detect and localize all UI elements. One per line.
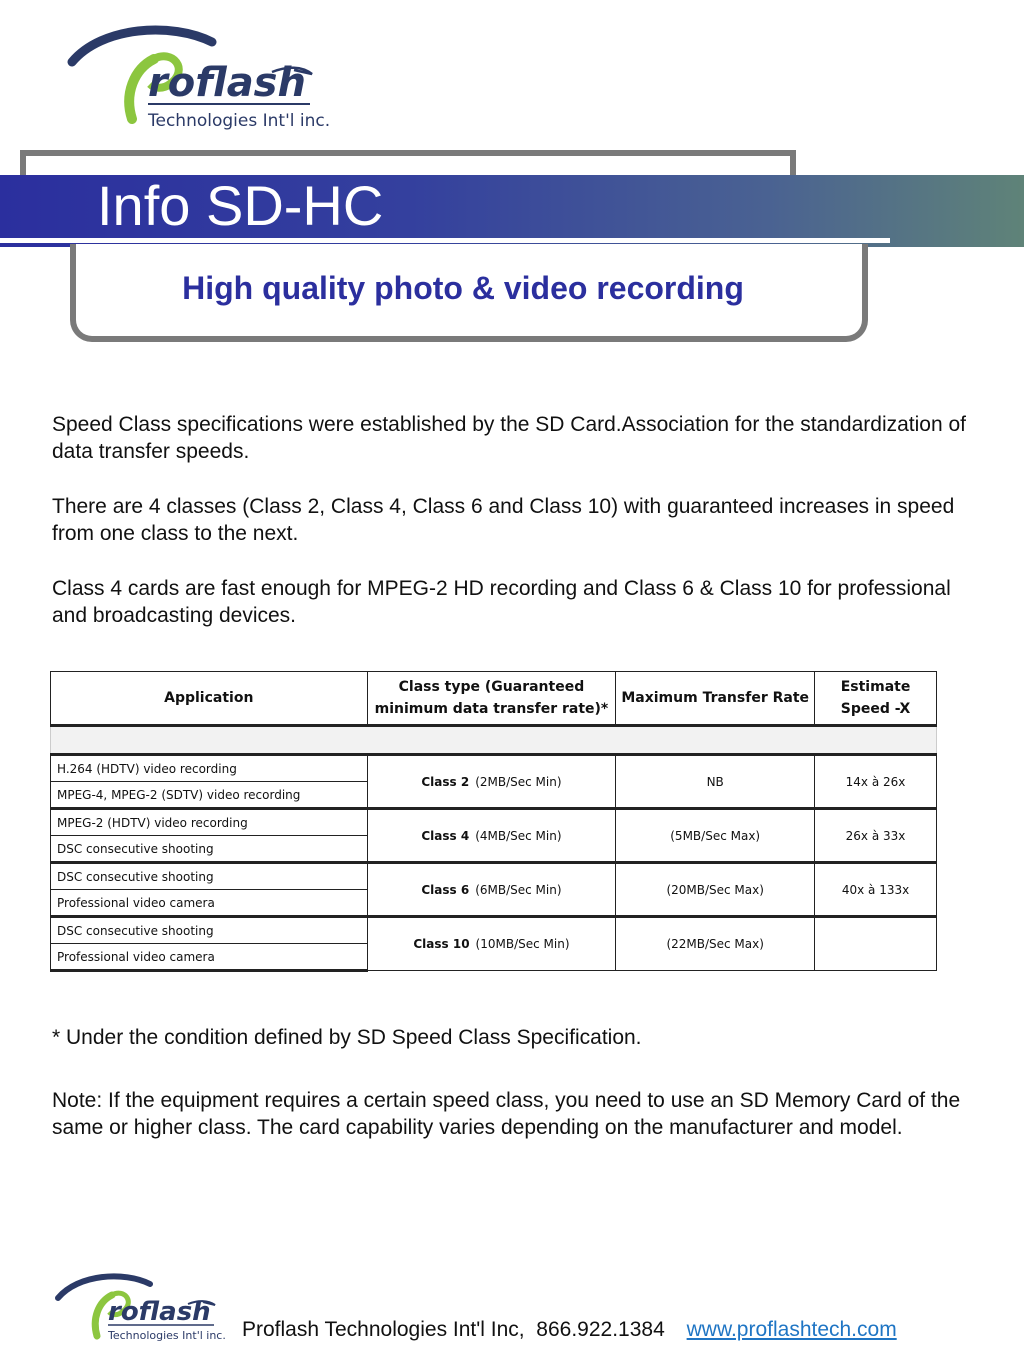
proflash-logo: [62, 24, 332, 134]
application-cell: MPEG-2 (HDTV) video recording: [51, 809, 368, 836]
header-estimate-speed: Estimate Speed -X: [815, 672, 937, 726]
class-name: Class 4: [421, 828, 470, 843]
title-band-underline: [0, 238, 890, 243]
footnote: * Under the condition defined by SD Speed Class Specification.: [52, 1026, 642, 1049]
svg-text:Technologies Int'l inc.: Technologies Int'l inc.: [108, 1329, 226, 1342]
footer-phone: 866.922.1384: [536, 1318, 665, 1341]
class-rate: (4MB/Sec Min): [475, 828, 562, 843]
proflash-logo-footer: [52, 1272, 227, 1344]
svg-text:Technologies Int'l inc.: Technologies Int'l inc.: [148, 111, 331, 131]
application-cell: Professional video camera: [51, 944, 368, 971]
table-row: [51, 863, 937, 890]
table-row: [51, 755, 937, 782]
class-cell: [367, 863, 616, 917]
max-rate-cell: NB: [616, 755, 815, 809]
max-rate-cell: (5MB/Sec Max): [616, 809, 815, 863]
application-cell: DSC consecutive shooting: [51, 836, 368, 863]
header-max-transfer: Maximum Transfer Rate: [616, 672, 815, 726]
class-rate: (10MB/Sec Min): [475, 937, 570, 951]
table-row: [51, 917, 937, 944]
class-cell: [367, 917, 616, 971]
subtitle: High quality photo & video recording: [182, 270, 744, 306]
speed-cell: 26x à 33x: [815, 809, 937, 863]
slide-title: Info SD-HC: [97, 174, 384, 237]
svg-text:roflash: roflash: [148, 60, 306, 106]
max-rate-cell: (22MB/Sec Max): [616, 917, 815, 971]
table-spacer-row: [51, 726, 937, 755]
note-paragraph: Note: If the equipment requires a certain speed class, you need to use an SD Memory Card of the same or higher class. The card capability varies depending on the manufacturer and model.: [52, 1089, 961, 1139]
class-rate: (6MB/Sec Min): [475, 882, 562, 897]
paragraph-classes: There are 4 classes (Class 2, Class 4, Class 6 and Class 10) with guaranteed increases in speed from one class to the next.: [52, 495, 955, 545]
header-application: Application: [51, 672, 368, 726]
application-cell: Professional video camera: [51, 890, 368, 917]
paragraph-speed-class: Speed Class specifications were established by the SD Card.Association for the standardization of data transfer speeds.: [52, 413, 966, 463]
speed-cell: [815, 917, 937, 971]
application-cell: MPEG-4, MPEG-2 (SDTV) video recording: [51, 782, 368, 809]
class-name: Class 6: [421, 882, 470, 897]
speed-cell: 14x à 26x: [815, 755, 937, 809]
table-row: [51, 809, 937, 836]
speed-class-table: [50, 671, 937, 972]
paragraph-class-usage: Class 4 cards are fast enough for MPEG-2 HD recording and Class 6 & Class 10 for professional and broadcasting devices.: [52, 577, 951, 627]
class-rate: (2MB/Sec Min): [475, 774, 562, 789]
class-cell: [367, 809, 616, 863]
application-cell: DSC consecutive shooting: [51, 863, 368, 890]
footer: [242, 1318, 897, 1342]
class-cell: [367, 755, 616, 809]
footer-website-link[interactable]: www.proflashtech.com: [686, 1318, 897, 1341]
class-name: Class 10: [413, 937, 470, 951]
application-cell: DSC consecutive shooting: [51, 917, 368, 944]
application-cell: H.264 (HDTV) video recording: [51, 755, 368, 782]
footer-company: Proflash Technologies Int'l Inc,: [242, 1318, 525, 1341]
class-name: Class 2: [421, 774, 470, 789]
speed-cell: 40x à 133x: [815, 863, 937, 917]
svg-text:roflash: roflash: [108, 1297, 211, 1327]
header-class-type: Class type (Guaranteed minimum data transfer rate)*: [367, 672, 616, 726]
max-rate-cell: (20MB/Sec Max): [616, 863, 815, 917]
